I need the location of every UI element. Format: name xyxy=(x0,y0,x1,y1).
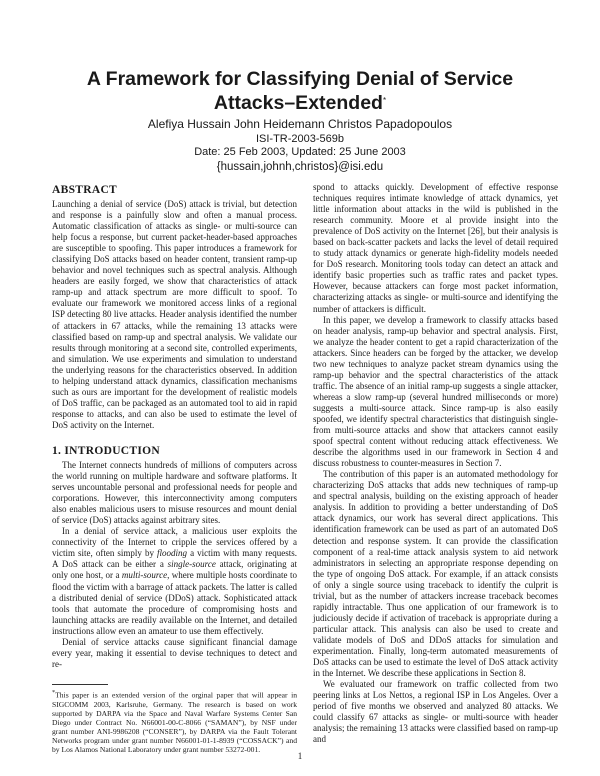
p2-emphasis-flooding: flooding xyxy=(157,548,188,559)
intro-paragraph-6: We evaluated our framework on traffic collected from two peering links at Los Nettos, a regional ISP in Los Angeles. Over a period of five months we observed and analyzed 80 attacks. We could classify 67 attacks as single- or multi-source with header analysis; the remaining 13 attacks were classified based on ramp-up and xyxy=(313,679,558,745)
page-number: 1 xyxy=(297,751,303,761)
author-email: {hussain,johnh,christos}@isi.edu xyxy=(216,161,384,173)
title-line-2-text: Attacks–Extended xyxy=(213,92,383,114)
intro-paragraph-2 xyxy=(52,526,297,636)
paper-title xyxy=(0,67,600,115)
footnote-rule xyxy=(52,684,108,685)
intro-paragraph-3-start: Denial of service attacks cause significant financial damage every year, making it essential to devise techniques to detect and re- xyxy=(52,636,297,669)
report-id: ISI-TR-2003-569b xyxy=(255,133,345,145)
footnote xyxy=(52,688,297,754)
intro-paragraph-1: The Internet connects hundreds of millions of computers across the world running on multiple hardware and software platforms. It serves uncountable personal and professional needs for people and corporations. However, this interconnectivity among computers also enables malicious users to misuse resources and mount denial of service (DoS) attacks against arbitrary sites. xyxy=(52,459,297,526)
abstract-text: Launching a denial of service (DoS) attack is trivial, but detection and response is a painfully slow and often a manual process. Automatic classification of attacks as single- or multi-source can help focus a response, but current packet-header-based approaches are susceptible to spoofing. This paper introduces a framework for classifying DoS attacks based on header content, transient ramp-up behavior and novel techniques such as spectral analysis. Although headers are easily forged, we show that characteristics of attack ramp-up and attack spectrum are more difficult to spoof. To evaluate our framework we monitored access links of a regional ISP detecting 80 live attacks. Header analysis identified the number of attackers in 67 attacks, while the remaining 13 attacks were classified based on ramp-up and spectral analysis. We validate our results through monitoring at a second site, controlled experiments, and simulation. We use experiments and simulation to understand the underlying reasons for the characteristics observed. In addition to helping understand attack dynamics, classification mechanisms such as ours are important for the development of realistic models of DoS traffic, can be packaged as an automated tool to aid in rapid response to attacks, and can also be used to estimate the level of DoS activity on the Internet. xyxy=(52,199,297,430)
left-column xyxy=(52,182,297,754)
p2-text-a: In a denial of service attack, a malicious user exploits the connectivity of the Internet to cripple the services offered by a victim site, often simply by xyxy=(52,526,297,559)
right-column xyxy=(313,182,558,745)
title-line-1: A Framework for Classifying Denial of Service xyxy=(86,68,514,90)
intro-paragraph-3-continued: spond to attacks quickly. Development of effective response techniques requires intimate knowledge of attack dynamics, yet little information about attacks in the wild is published in the research community. Moore et al provide insight into the prevalence of DoS activity on the Internet [26], but their analysis is based on back-scatter packets and lacks the level of detail required to study attack dynamics or generate high-fidelity models needed for DoS research. Monitoring tools today can detect an attack and identify basic properties such as traffic rates and packet types. However, because attackers can forge most packet information, characterizing attacks as single- or multi-source and identifying the number of attackers is difficult. xyxy=(313,182,558,314)
intro-paragraph-5: The contribution of this paper is an automated methodology for characterizing DoS attacks that adds new techniques of ramp-up and spectral analysis, building on the existing approach of header analysis. In addition to providing a better understanding of DoS attack dynamics, our work has several direct applications. This identification framework can be used as part of an automated DoS detection and response system. It can provide the classification component of a real-time attack analysis system to aid network administrators in selecting an appropriate response depending on the type of ongoing DoS attack. For example, if an attack consists of only a single source using traceback to identify the culprit is trivial, but as the number of attackers increase traceback becomes rapidly intractable. Thus one application of our framework is to judiciously decide if activation of traceback is appropriate during a particular attack. This analysis can also be used to create and validate models of DoS and DDoS attacks for simulation and experimentation. Finally, long-term automated measurements of DoS attacks can be used to estimate the level of DoS attack activity in the Internet. We describe these applications in Section 8. xyxy=(313,469,558,679)
p2-emphasis-multi-source: multi-source xyxy=(121,570,168,581)
p2-emphasis-single-source: single-source xyxy=(167,559,216,570)
p2-text-d: , where multiple hosts coordinate to flood the victim with a barrage of attack packets. The latter is called a distributed denial of service (DDoS) attack. Sophisticated attack tools that automate the procedure of compromising hosts and launching attacks are readily available on the Internet, and detailed instructions allow even an amateur to use them effectively. xyxy=(52,570,297,636)
authors: Alefiya Hussain John Heidemann Christos Papadopoulos xyxy=(147,117,453,131)
p2-text-b: a victim with many requests. A DoS attack can be either a xyxy=(52,548,297,570)
intro-paragraph-4: In this paper, we develop a framework to classify attacks based on header analysis, ramp-up behavior and spectral analysis. First, we analyze the header content to get a rapid characterization of the attackers. Since headers can be forged by the attacker, we develop two new techniques to analyze packet stream dynamics using the ramp-up behavior and the spectral characteristics of the attack traffic. The absence of an initial ramp-up suggests a single attacker, whereas a slow ramp-up (several hundred milliseconds or more) suggests a multi-source attack. Since ramp-up is also easily spoofed, we identify spectral characteristics that distinguish single- from multi-source attacks and show that attackers cannot easily spoof spectral content without reducing attack effectiveness. We describe the algorithms used in our framework in Section 4 and discuss robustness to counter-measures in Section 7. xyxy=(313,314,558,469)
p2-text-c: attack, originating at only one host, or a xyxy=(52,559,297,581)
title-footnote-mark: * xyxy=(382,96,387,105)
abstract-heading: ABSTRACT xyxy=(52,184,118,196)
title-line-2 xyxy=(0,91,600,115)
footnote-mark: * xyxy=(52,688,56,696)
dates: Date: 25 Feb 2003, Updated: 25 June 2003 xyxy=(194,146,406,158)
footnote-text: This paper is an extended version of the orginal paper that will appear in SIGCOMM 2003, Karlsruhe, Germany. The research is based on work supported by DARPA via the Space and Naval Warfare Systems Center San Diego under Contract No. N66001-00-C-8066 (“SAMAN”), by NSF under grant number ANI-9986208 (“CONSER”), by DARPA via the Fault Tolerant Networks program under grant number N66001-01-1-8939 (“COSSACK”) and by Los Alamos National Laboratory under grant number 53272-001. xyxy=(52,690,297,754)
introduction-heading: 1. INTRODUCTION xyxy=(52,444,161,457)
